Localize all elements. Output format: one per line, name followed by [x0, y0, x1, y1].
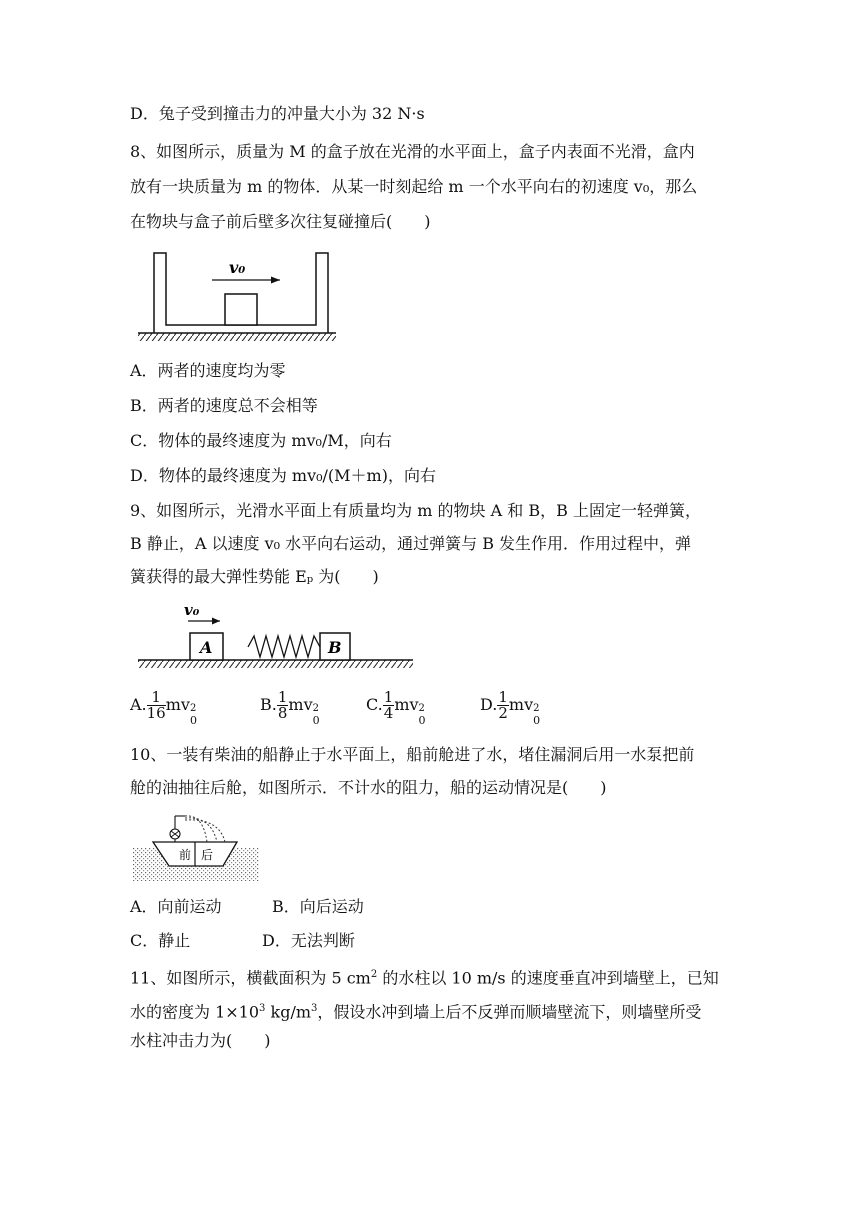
q8-option-a: A．两者的速度均为零 — [130, 361, 286, 380]
q11-stem-line1: 11、如图所示，横截面积为 5 $cm^2$ 的水柱以 10 m/s 的速度垂直冲到墙壁上，已知 — [130, 968, 719, 988]
block-a-label: A — [200, 638, 213, 657]
front-cabin-label: 前 — [179, 848, 192, 862]
q8-velocity-label: v₀ — [229, 258, 246, 277]
q9-option-b: B. $\frac{1}{8}$ mv 2 0 — [260, 688, 320, 727]
q9-spring-figure — [138, 598, 418, 673]
back-cabin-label: 后 — [201, 848, 214, 862]
spring — [248, 636, 320, 657]
q9-stem-line3: 簧获得的最大弹性势能 Eₚ 为( ) — [130, 567, 379, 586]
q10-option-a: A．向前运动 — [130, 897, 222, 916]
q7-option-d: D．兔子受到撞击力的冲量大小为 32 N·s — [130, 104, 425, 123]
q9-option-c: C. $\frac{1}{4}$ mv 2 0 — [366, 688, 426, 727]
q9-stem-line2: B 静止，A 以速度 v₀ 水平向右运动，通过弹簧与 B 发生作用．作用过程中，弹 — [130, 534, 692, 553]
q10-boat-figure — [133, 812, 263, 884]
q8-option-c: C．物体的最终速度为 mv₀/M，向右 — [130, 431, 392, 450]
q10-option-d: D．无法判断 — [262, 931, 355, 950]
q9-option-d: D. $\frac{1}{2}$ mv 2 0 — [480, 688, 541, 727]
q8-option-b: B．两者的速度总不会相等 — [130, 396, 318, 415]
q10-option-c: C．静止 — [130, 931, 191, 950]
block-b-label: B — [328, 638, 342, 657]
q10-stem-line1: 10、一装有柴油的船静止于水平面上，船前舱进了水，堵住漏洞后用一水泵把前 — [130, 745, 695, 764]
q10-stem-line2: 舱的油抽往后舱，如图所示．不计水的阻力，船的运动情况是( ) — [130, 778, 607, 797]
q8-stem-line1: 8、如图所示，质量为 M 的盒子放在光滑的水平面上，盒子内表面不光滑，盒内 — [130, 142, 695, 161]
q8-option-d: D．物体的最终速度为 mv₀/(M＋m)，向右 — [130, 466, 436, 485]
q8-box-figure — [138, 248, 338, 348]
q9-option-a: A. $\frac{1}{16}$ mv 2 0 — [130, 688, 197, 727]
q8-stem-line2: 放有一块质量为 m 的物体．从某一时刻起给 m 一个水平向右的初速度 v₀，那么 — [130, 177, 698, 196]
q10-option-b: B．向后运动 — [272, 897, 364, 916]
q9-velocity-label: v₀ — [184, 601, 200, 619]
q8-stem-line3: 在物块与盒子前后壁多次往复碰撞后( ) — [130, 212, 431, 231]
q11-stem-line3: 水柱冲击力为( ) — [130, 1031, 271, 1050]
q11-stem-line2: 水的密度为 $1\times 10^3$ $kg/m^3$，假设水冲到墙上后不反弹而顺墙壁流下，则墙壁所受 — [130, 1002, 702, 1022]
q9-stem-line1: 9、如图所示，光滑水平面上有质量均为 m 的物块 A 和 B，B 上固定一轻弹簧， — [130, 501, 701, 520]
